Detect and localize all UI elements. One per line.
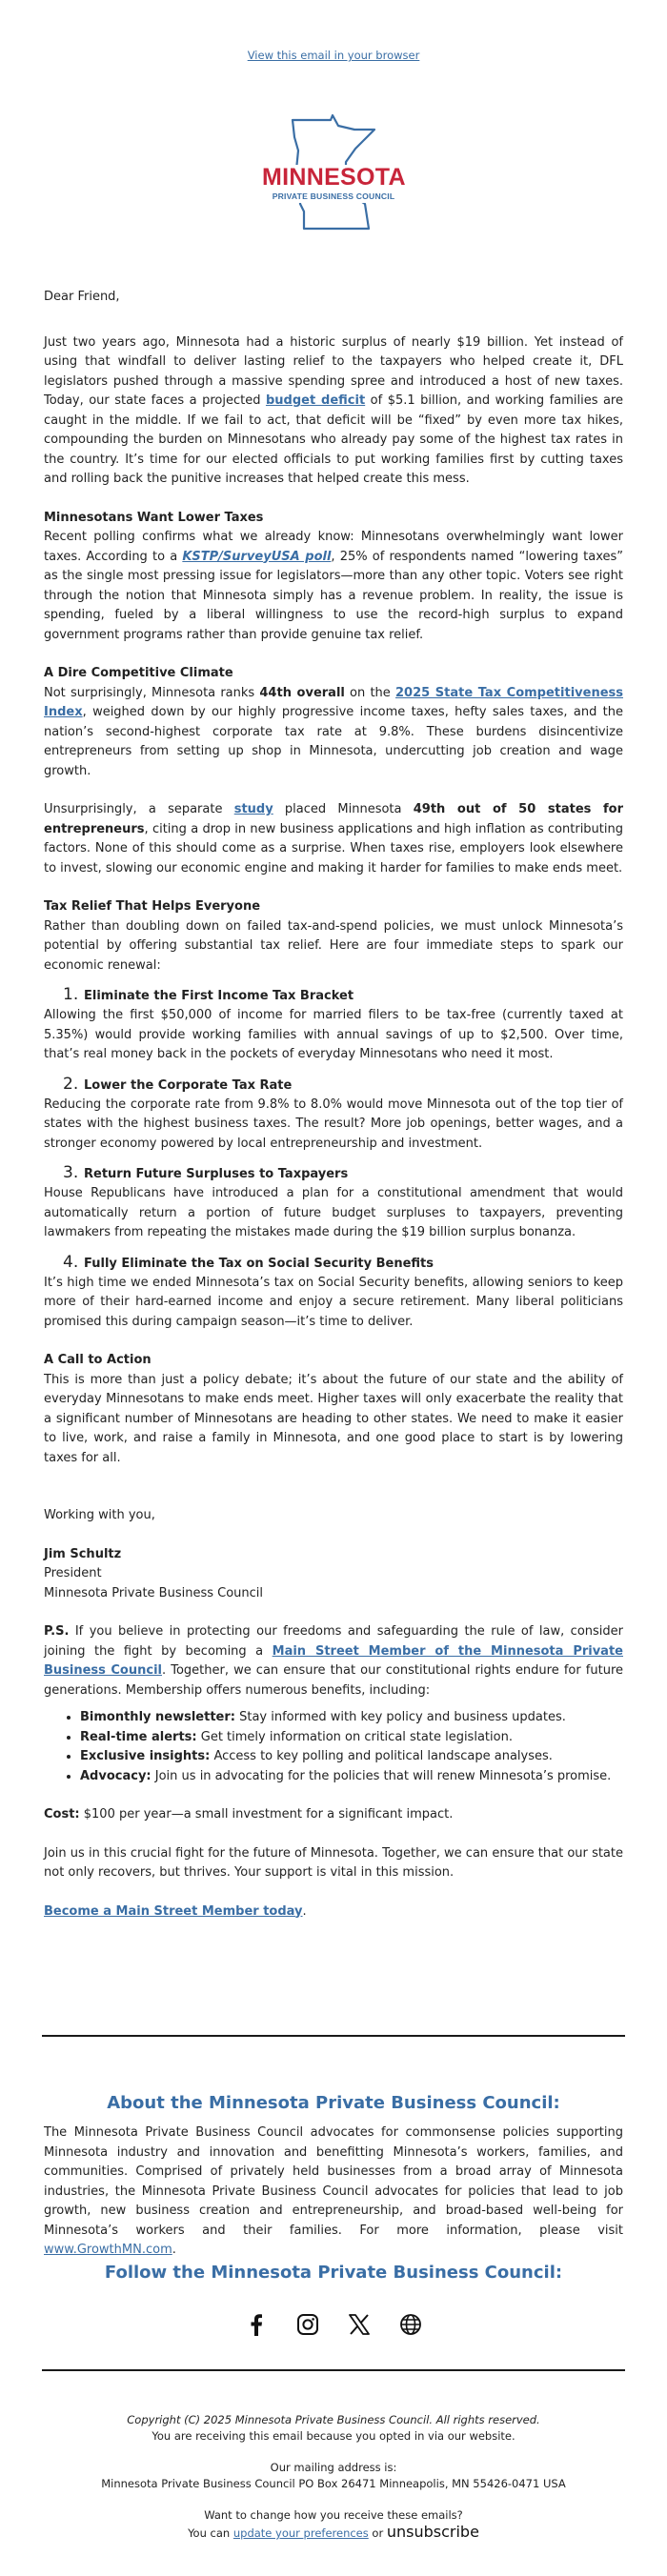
signature-name: Jim Schultz — [44, 1546, 122, 1561]
benefit-item: • Exclusive insights: Access to key polling and political landscape analyses. — [80, 1747, 623, 1767]
follow-title: Follow the Minnesota Private Business Council: — [104, 2263, 563, 2283]
main-street-member-link[interactable]: Main Street Member of the Minnesota Private Business Council — [44, 1643, 623, 1678]
view-in-browser — [0, 49, 667, 62]
update-preferences-link[interactable]: update your preferences — [232, 2526, 369, 2540]
poll-link[interactable]: KSTP/SurveyUSA poll — [182, 549, 332, 564]
facebook-icon[interactable] — [244, 2312, 269, 2337]
benefit-item: • Bimonthly newsletter: Stay informed with key policy and business updates. — [80, 1708, 623, 1728]
mailing-address: Minnesota Private Business Council PO Box 26471 Minneapolis, MN 55426-0471 USA — [101, 2477, 566, 2490]
mnpbc-logo — [262, 112, 405, 234]
climate-paragraph: Not surprisingly, Minnesota ranks 44th overall on the 2025 State Tax Competitiveness Index, weighed down by our highly progressive income taxes, hefty sales taxes, and the nation’s second-highest corporate tax rate at 9.8%. These burdens disincentivize entrepreneurs from setting up shop in Minnesota, undercutting job creation and wage growth. — [44, 685, 623, 778]
study-link[interactable]: study — [233, 802, 273, 816]
divider-top — [42, 2035, 625, 2037]
step-1-heading: 1. Eliminate the First Income Tax Bracket — [63, 985, 354, 1004]
x-icon[interactable] — [347, 2312, 372, 2337]
growthmn-link[interactable]: www.GrowthMN.com — [44, 2243, 172, 2257]
ps-paragraph: P.S. If you believe in protecting our freedoms and safeguarding the rule of law, consider joining the fight by becoming a Main Street Member of the Minnesota Private Business Council. Together, we can ensure that our constitutional rights endure for future generations. Membership offers numerous benefits, including: — [44, 1624, 624, 1698]
closing-appeal: Join us in this crucial fight for the future of Minnesota. Together, we can ensure that our state not only recovers, but thrives. Your support is vital in this mission. — [44, 1845, 623, 1880]
step-4-body: It’s high time we ended Minnesota’s tax on Social Security benefits, allowing seniors to keep more of their hard-earned income and enjoy a secure retirement. Many liberal politicians promised this during campaign season—it’s time to deliver. — [44, 1275, 623, 1329]
step-2-heading: 2. Lower the Corporate Tax Rate — [63, 1074, 293, 1094]
footer — [0, 2412, 667, 2542]
letter-content — [44, 288, 623, 1922]
social-links — [244, 2312, 423, 2337]
closing: Working with you, — [44, 1508, 155, 1522]
step-3-heading: 3. Return Future Surpluses to Taxpayers — [63, 1163, 349, 1182]
divider-bottom — [42, 2369, 625, 2371]
change-prompt: Want to change how you receive these emails? — [204, 2508, 463, 2522]
step-2-body: Reducing the corporate rate from 9.8% to 8.0% would move Minnesota out of the top tier of states with the highest business taxes. The result? More job openings, better wages, and a stronger economy powered by local entrepreneurship and investment. — [44, 1097, 623, 1151]
logo-wordmark: MINNESOTA — [262, 164, 406, 191]
view-in-browser-link[interactable]: View this email in your browser — [247, 49, 420, 62]
preferences-line: You can update your preferences or unsubscribe — [188, 2523, 479, 2541]
budget-deficit-link[interactable]: budget deficit — [265, 393, 366, 408]
logo-subtitle: PRIVATE BUSINESS COUNCIL — [272, 191, 395, 201]
become-member-link[interactable]: Become a Main Street Member today — [44, 1903, 303, 1919]
benefit-item: • Advocacy: Join us in advocating for the policies that will renew Minnesota’s promise. — [80, 1767, 623, 1787]
instagram-icon[interactable] — [295, 2312, 320, 2337]
unsubscribe-link[interactable]: unsubscribe — [386, 2523, 479, 2541]
step-3-body: House Republicans have introduced a plan for a constitutional amendment that would automatically return a portion of future budget surpluses to taxpayers, preventing lawmakers from repeating the mistakes made during the $19 billion surplus bonanza. — [44, 1186, 623, 1239]
heading-competitive-climate: A Dire Competitive Climate — [44, 666, 233, 680]
heading-tax-relief: Tax Relief That Helps Everyone — [44, 899, 261, 914]
copyright: Copyright (C) 2025 Minnesota Private Business Council. All rights reserved. — [127, 2413, 540, 2426]
tax-index-link[interactable]: 2025 State Tax Competitiveness Index — [44, 685, 623, 719]
step-4-heading: 4. Fully Eliminate the Tax on Social Security Benefits — [63, 1252, 434, 1272]
about-body: The Minnesota Private Business Council advocates for commonsense policies supporting Minnesota industry and innovation and benefitting Minnesota’s workers, families, and communities. Comprised of privately held businesses from a broad array of Minnesota industries, the Minnesota Private Business Council advocates for policies that lead to job growth, new business creation and entrepreneurship, and broad-based well-being for Minnesota’s workers and their families. For more information, please visit www.GrowthMN.com. — [44, 2125, 623, 2257]
call-to-action-paragraph: This is more than just a policy debate; it’s about the future of our state and the ability of everyday Minnesotans to make ends meet. Higher taxes will only exacerbate the reality that a significant number of Minnesotans are heading to other states. We need to make it easier to live, work, and raise a family in Minnesota, and one good place to start is by lowering taxes for all. — [44, 1372, 623, 1465]
signature-title: President — [44, 1566, 102, 1580]
intro-paragraph: Just two years ago, Minnesota had a historic surplus of nearly $19 billion. Yet instead of using that windfall to deliver lasting relief to the taxpayers who helped create it, DFL legislators pushed through a massive spending spree and introduced a host of new taxes. Today, our state faces a projected budget deficit of $5.1 billion, and working families are caught in the middle. If we fail to act, that deficit will be “fixed” by even more tax hikes, compounding the burden on Minnesotans who already pay some of the highest tax rates in the country. It’s time for our elected officials to put working families first by cutting taxes and rolling back the punitive increases that helped create this mess. — [44, 334, 623, 486]
heading-lower-taxes: Minnesotans Want Lower Taxes — [44, 510, 264, 525]
signature-org: Minnesota Private Business Council — [44, 1585, 264, 1600]
cost-line: Cost: $100 per year—a small investment for a significant impact. — [44, 1807, 454, 1821]
benefit-item: • Real-time alerts: Get timely information on critical state legislation. — [80, 1728, 623, 1748]
heading-call-to-action: A Call to Action — [44, 1353, 152, 1367]
optin-notice: You are receiving this email because you opted in via our website. — [152, 2429, 515, 2443]
step-1-body: Allowing the first $50,000 of income for married filers to be tax-free (currently taxed at 5.35%) would provide working families with annual savings of up to $2,500. Over time, that’s real money back in the pockets of everyday Minnesotans who need it most. — [44, 1008, 623, 1061]
website-icon[interactable] — [398, 2312, 423, 2337]
greeting: Dear Friend, — [44, 290, 120, 304]
mailing-label: Our mailing address is: — [270, 2461, 397, 2474]
about-title: About the Minnesota Private Business Council: — [107, 2093, 560, 2113]
benefits-list — [44, 1708, 623, 1786]
tax-relief-paragraph: Rather than doubling down on failed tax-and-spend policies, we must unlock Minnesota’s potential by offering substantial tax relief. Here are four immediate steps to spark our economic renewal: — [44, 918, 623, 973]
lower-taxes-paragraph: Recent polling confirms what we already know: Minnesotans overwhelmingly want lower taxes. According to a KSTP/SurveyUSA poll, 25% of respondents named “lowering taxes” as the single most pressing issue for legislators—more than any other topic. Voters see right through the notion that Minnesota simply has a revenue problem. In reality, the issue is spending, fueled by a liberal willingness to use the record-high surplus to expand government programs rather than provide genuine tax relief. — [44, 530, 623, 642]
cta-line: Become a Main Street Member today. — [44, 1903, 307, 1919]
entrepreneurs-paragraph: Unsurprisingly, a separate study placed Minnesota 49th out of 50 states for entrepreneurs, citing a drop in new business applications and high inflation as contributing factors. None of this should come as a surprise. When taxes rise, employers look elsewhere to invest, slowing our economic engine and making it harder for families to make ends meet. — [44, 802, 623, 875]
